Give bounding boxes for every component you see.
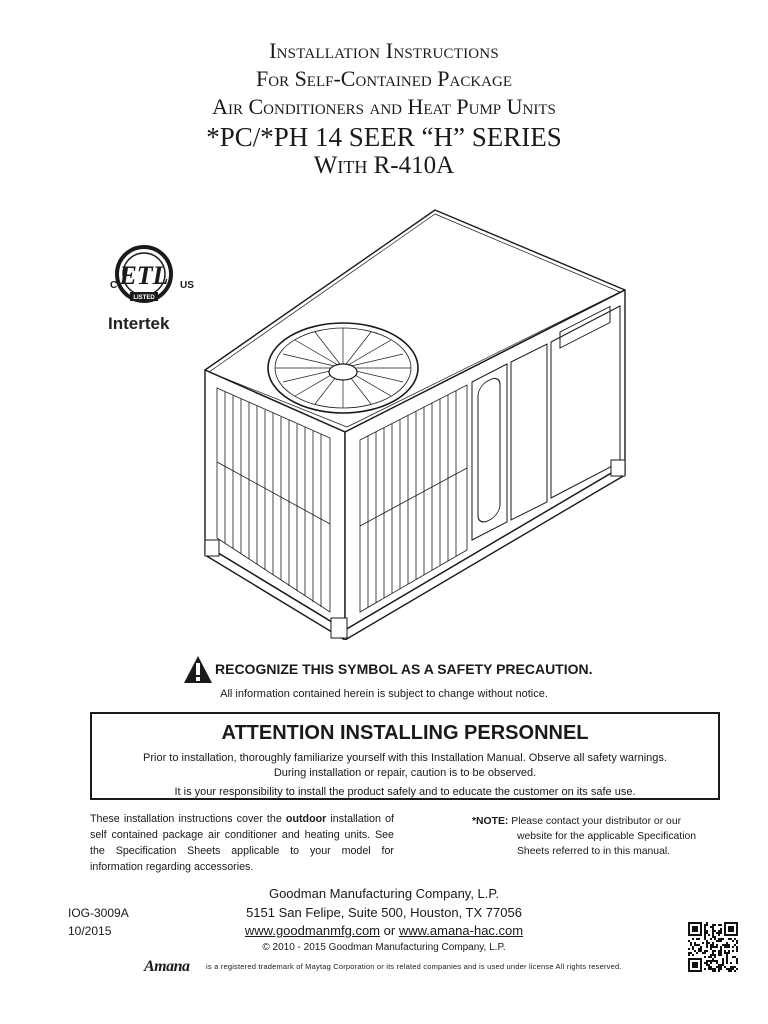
etl-mark-text: ETL <box>119 261 169 290</box>
safety-precaution-row <box>183 655 643 685</box>
etl-c-label: C <box>110 280 118 291</box>
title-line-2: For Self-Contained Package <box>256 66 512 91</box>
websites-or: or <box>383 923 396 938</box>
trademark-line <box>144 958 674 974</box>
attention-title: ATTENTION INSTALLING PERSONNEL <box>221 722 589 744</box>
etl-listed-label: LISTED <box>133 295 155 301</box>
note-line-1: Please contact your distributor or our <box>511 816 682 827</box>
attention-line-2: During installation or repair, caution is to be observed. <box>273 767 537 779</box>
note-label: *NOTE: <box>472 816 509 827</box>
attention-line-3: It is your responsibility to install the product safely and to educate the customer on its safe use. <box>174 786 636 798</box>
package-unit-illustration <box>195 200 640 640</box>
coverage-post: installation of self contained package air conditioner and heating units. See the Specification Sheets applicable to your model for information regarding accessories. <box>90 813 394 873</box>
document-date: 10/2015 <box>68 924 112 938</box>
company-name: Goodman Manufacturing Company, L.P. <box>268 886 500 901</box>
copyright: © 2010 - 2015 Goodman Manufacturing Company, L.P. <box>262 942 506 953</box>
title-line-3: Air Conditioners and Heat Pump Units <box>212 94 556 119</box>
qr-code-icon <box>688 922 738 972</box>
amana-website-link[interactable]: www.amana-hac.com <box>398 923 524 938</box>
warning-triangle-icon <box>183 655 213 685</box>
document-code: IOG-3009A <box>68 906 129 920</box>
coverage-paragraph <box>90 811 394 875</box>
attention-box <box>90 712 720 800</box>
title-line-1: Installation Instructions <box>269 38 499 63</box>
note-line-3: Sheets referred to in this manual. <box>517 846 671 857</box>
change-notice: All information contained herein is subject to change without notice. <box>220 688 548 700</box>
condenser-fan-icon <box>268 323 418 413</box>
safety-heading: RECOGNIZE THIS SYMBOL AS A SAFETY PRECAUTION. <box>215 661 593 677</box>
note-line-2: website for the applicable Specification <box>517 831 697 842</box>
intertek-logo: Intertek <box>108 314 170 333</box>
coverage-pre: These installation instructions cover the <box>90 813 286 825</box>
title-refrigerant: With R-410A <box>313 152 455 179</box>
attention-line-1: Prior to installation, thoroughly familiarize yourself with this Installation Manual. Observe all safety warnings. <box>143 752 667 764</box>
etl-us-label: US <box>180 280 194 291</box>
note-block <box>472 814 732 859</box>
amana-logo: Amana <box>144 958 190 975</box>
goodman-website-link[interactable]: www.goodmanmfg.com <box>244 923 381 938</box>
trademark-text: is a registered trademark of Maytag Corporation or its related companies and is used under license All rights reserved. <box>206 962 622 971</box>
coverage-bold: outdoor <box>285 813 327 825</box>
title-series: *PC/*PH 14 SEER “H” SERIES <box>206 122 562 152</box>
company-address: 5151 San Felipe, Suite 500, Houston, TX 77056 <box>246 905 522 920</box>
